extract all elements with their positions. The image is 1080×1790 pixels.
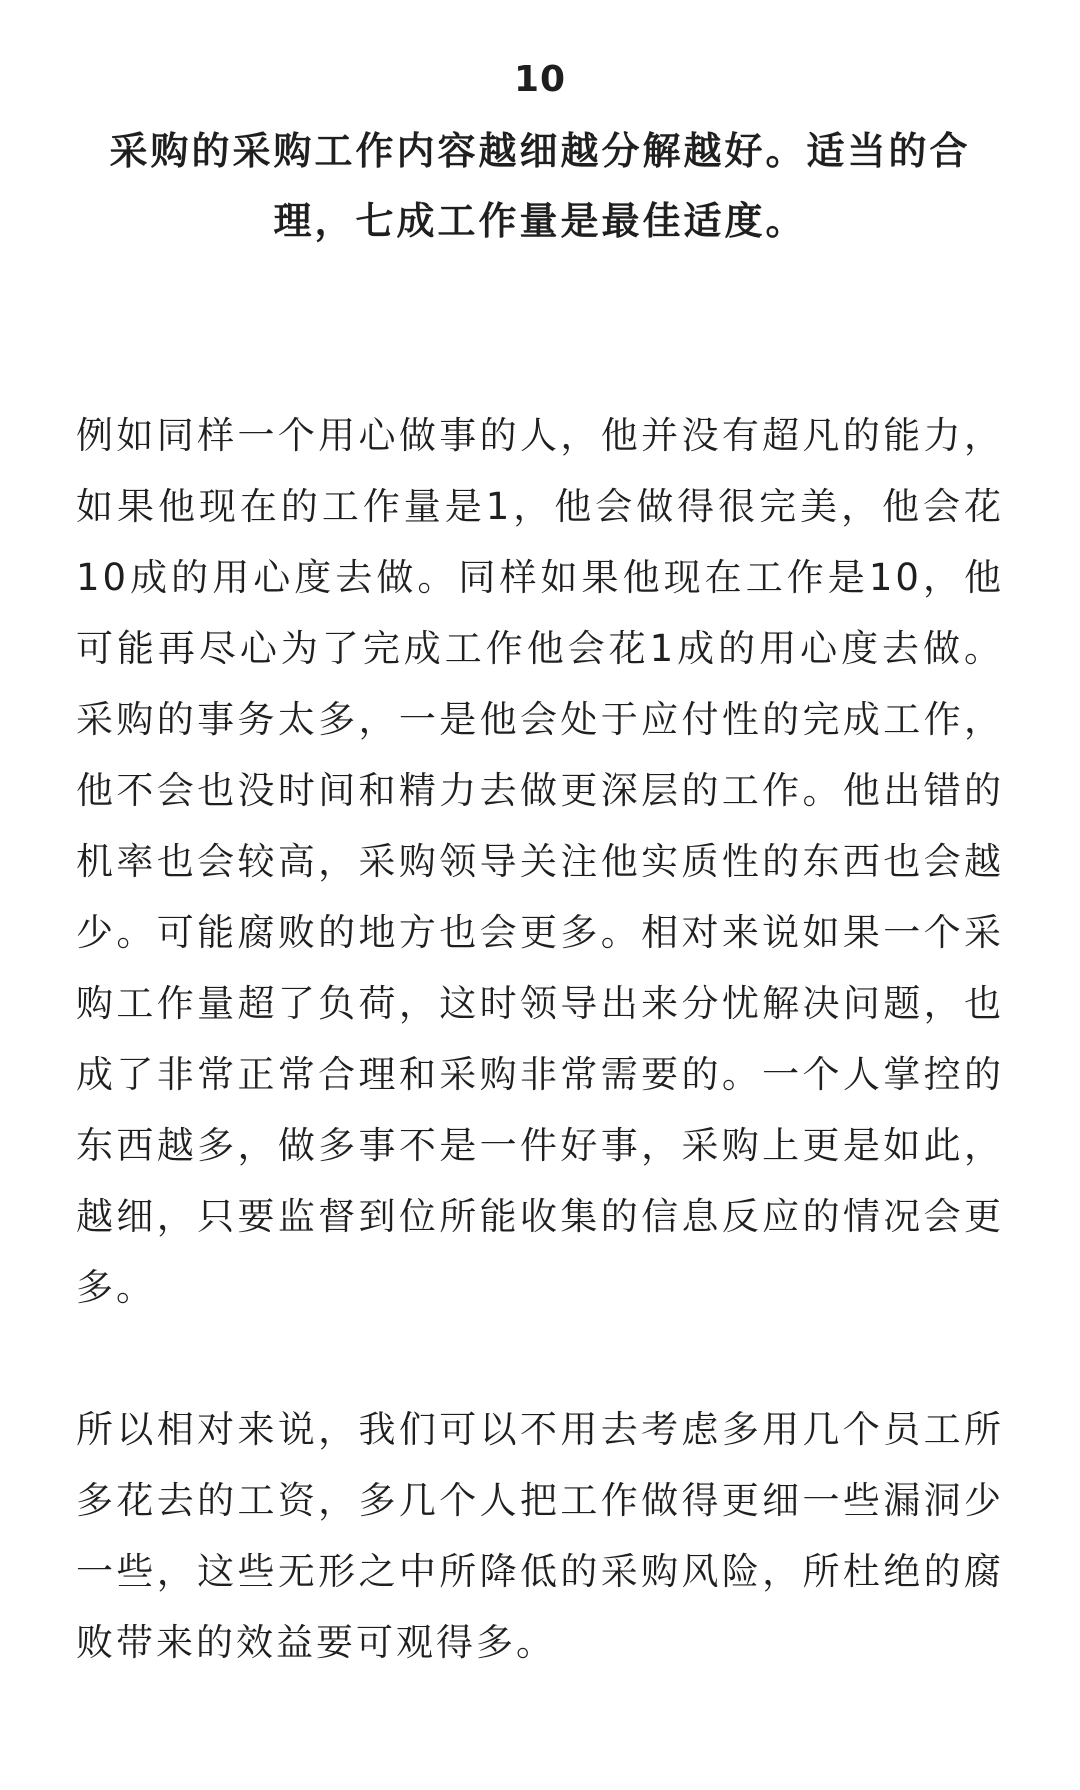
body-paragraph-1: 例如同样一个用心做事的人，他并没有超凡的能力，如果他现在的工作量是1，他会做得很完美，他会花10成的用心度去做。同样如果他现在工作是10，他可能再尽心为了完成工作他会花1成的用心度去做。采购的事务太多，一是他会处于应付性的完成工作，他不会也没时间和精力去做更深层的工作。他出错的机率也会较高，采购领导关注他实质性的东西也会越少。可能腐败的地方也会更多。相对来说如果一个采购工作量超了负荷，这时领导出来分忧解决问题，也成了非常正常合理和采购非常需要的。一个人掌控的东西越多，做多事不是一件好事，采购上更是如此，越细，只要监督到位所能收集的信息反应的情况会更多。	[76, 414, 1004, 1309]
section-heading: 采购的采购工作内容越细越分解越好。适当的合理，七成工作量是最佳适度。	[109, 129, 971, 243]
body-paragraph-2: 所以相对来说，我们可以不用去考虑多用几个员工所多花去的工资，多几个人把工作做得更细一些漏洞少一些，这些无形之中所降低的采购风险，所杜绝的腐败带来的效益要可观得多。	[76, 1408, 1004, 1664]
section-number: 10	[513, 59, 567, 100]
